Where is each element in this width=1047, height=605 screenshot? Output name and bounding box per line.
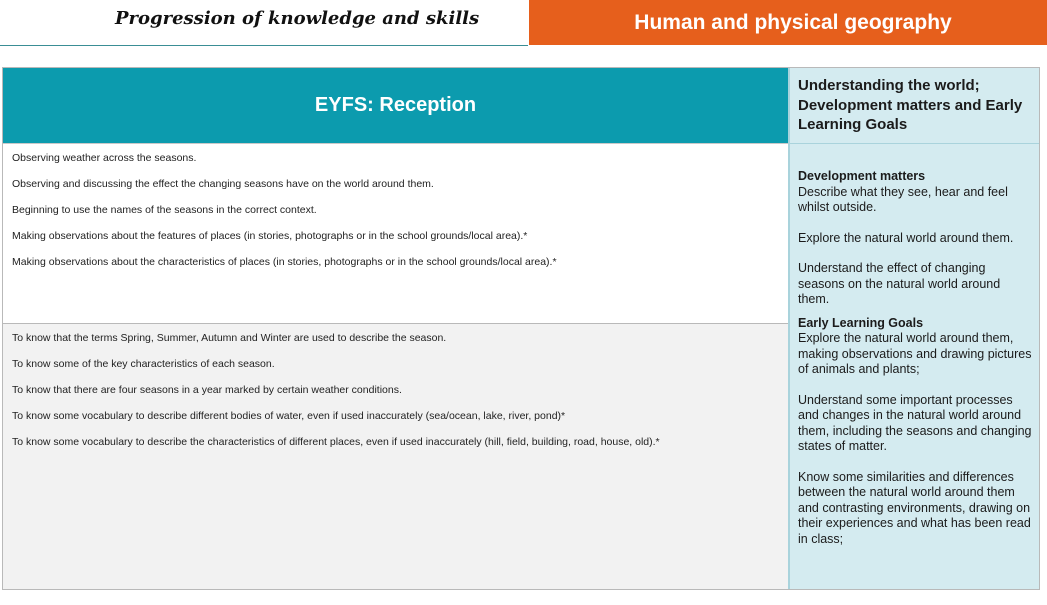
skill-item: Beginning to use the names of the seasons in the correct context. (12, 204, 317, 216)
divider (790, 143, 1039, 144)
knowledge-item: To know that the terms Spring, Summer, Autumn and Winter are used to describe the season. (12, 332, 447, 344)
stage-header: EYFS: Reception (3, 68, 788, 143)
skill-item: Observing and discussing the effect the changing seasons have on the world around them. (12, 178, 434, 190)
early-learning-goals-heading: Early Learning Goals (798, 315, 924, 330)
knowledge-item: To know some vocabulary to describe the characteristics of different places, even if used inaccurately (hill, field, building, road, house, old).* (12, 436, 660, 448)
development-matters-item: Explore the natural world around them. (798, 230, 1014, 245)
development-matters-heading: Development matters (798, 169, 926, 183)
document-header-left (0, 0, 528, 46)
document-title: Progression of knowledge and skills (115, 8, 480, 29)
knowledge-row (3, 324, 788, 589)
skill-item: Observing weather across the seasons. (12, 152, 197, 164)
skill-item: Making observations about the characteristics of places (in stories, photographs or in the school grounds/local area).* (12, 256, 557, 268)
early-learning-goal-item: Know some similarities and differences between the natural world around them and contrasting environments, drawing on their experiences and what has been read in class; (798, 469, 1031, 546)
side-column-header: Understanding the world; Development matters and Early Learning Goals (798, 77, 1023, 133)
knowledge-item: To know that there are four seasons in a year marked by certain weather conditions. (12, 384, 402, 396)
knowledge-item: To know some of the key characteristics of each season. (12, 358, 275, 370)
development-matters-block (798, 169, 1034, 216)
early-learning-goals-block (798, 316, 1034, 378)
skills-row (3, 143, 788, 324)
subject-banner: Human and physical geography (529, 0, 1047, 45)
knowledge-item: To know some vocabulary to describe different bodies of water, even if used inaccurately (sea/ocean, lake, river, pond)* (12, 410, 566, 422)
side-column-body (798, 169, 1034, 562)
development-matters-item: Describe what they see, hear and feel whilst outside. (798, 184, 1008, 214)
early-learning-goal-item: Explore the natural world around them, making observations and drawing pictures of animals and plants; (798, 331, 1032, 376)
knowledge-list (12, 332, 660, 462)
progression-table (2, 67, 1040, 590)
development-matters-item: Understand the effect of changing seasons on the natural world around them. (798, 261, 1001, 306)
skill-item: Making observations about the features of places (in stories, photographs or in the school grounds/local area).* (12, 230, 528, 242)
skills-list (12, 152, 557, 282)
early-learning-goal-item: Understand some important processes and changes in the natural world around them, including the seasons and changing states of matter. (798, 392, 1032, 453)
eyfs-curriculum-column (788, 68, 1039, 589)
